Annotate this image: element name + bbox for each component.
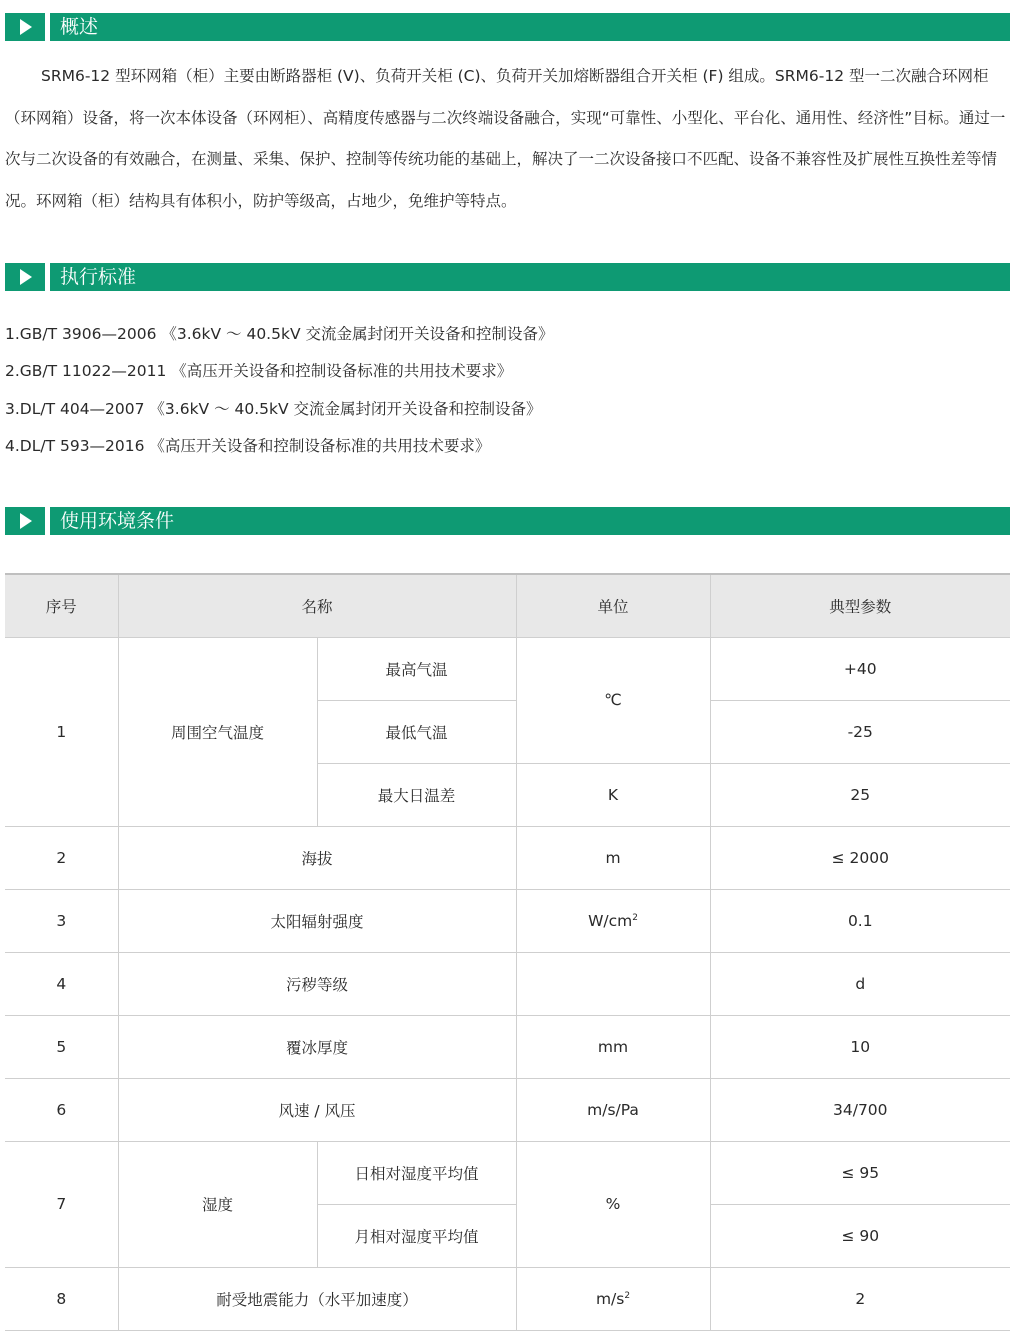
row-unit: K [516,763,710,826]
row-name: 湿度 [118,1141,317,1267]
unit-superscript: 2 [632,912,638,923]
table-row [5,826,1010,889]
row-unit [516,889,710,952]
row-no: 3 [5,889,118,952]
row-value: ≤ 2000 [710,826,1010,889]
standard-item: 1.GB/T 3906—2006 《3.6kV ～ 40.5kV 交流金属封闭开关设备和控制设备》 [5,325,554,343]
row-unit: ℃ [516,637,710,763]
row-no: 8 [5,1267,118,1330]
row-unit: m/s/Pa [516,1078,710,1141]
row-unit [516,1267,710,1330]
row-subname: 月相对湿度平均值 [317,1204,516,1267]
play-triangle-icon [5,263,45,291]
row-subname: 最大日温差 [317,763,516,826]
row-value: 0.1 [710,889,1010,952]
section-header-environment [5,507,1010,535]
row-name: 周围空气温度 [118,637,317,826]
table-row [5,1015,1010,1078]
unit-superscript: 2 [624,1290,631,1301]
row-name: 耐受地震能力（水平加速度） [118,1267,516,1330]
row-name: 风速 / 风压 [118,1078,516,1141]
table-row [5,1267,1010,1330]
row-unit: % [516,1141,710,1267]
section-title: 概述 [50,13,1010,41]
row-no: 2 [5,826,118,889]
row-unit [516,952,710,1015]
row-value: +40 [710,637,1010,700]
row-no: 4 [5,952,118,1015]
section-title: 使用环境条件 [50,507,1010,535]
row-subname: 最高气温 [317,637,516,700]
unit-text: W/cm [588,911,633,930]
table-row [5,889,1010,952]
row-subname: 日相对湿度平均值 [317,1141,516,1204]
section-header-standards [5,263,1010,291]
header-name: 名称 [118,574,516,637]
row-unit: m [516,826,710,889]
row-name: 海拔 [118,826,516,889]
row-name: 污秽等级 [118,952,516,1015]
row-name: 覆冰厚度 [118,1015,516,1078]
row-value: ≤ 90 [710,1204,1010,1267]
row-value: 34/700 [710,1078,1010,1141]
row-value: 25 [710,763,1010,826]
row-name: 太阳辐射强度 [118,889,516,952]
header-param: 典型参数 [710,574,1010,637]
table-row [5,637,1010,700]
row-no: 1 [5,637,118,826]
header-no: 序号 [5,574,118,637]
unit-text: m/s [595,1289,625,1308]
standard-item: 2.GB/T 11022—2011 《高压开关设备和控制设备标准的共用技术要求》 [5,362,513,380]
row-no: 5 [5,1015,118,1078]
play-triangle-icon [5,507,45,535]
table-header-row [5,574,1010,637]
play-triangle-icon [5,13,45,41]
overview-paragraph: SRM6-12 型环网箱（柜）主要由断路器柜 (V)、负荷开关柜 (C)、负荷开关加熔断器组合开关柜 (F) 组成。SRM6-12 型一二次融合环网柜（环网箱）设备，将一次本体设备（环网柜）、高精度传感器与二次终端设备融合，实现“可靠性、小型化、平台化、通用性、经济性”目标。通过一次与二次设备的有效融合，在测量、采集、保护、控制等传统功能的基础上，解决了一二次设备接口不匹配、设备不兼容性及扩展性互换性差等情况。环网箱（柜）结构具有体积小，防护等级高，占地少，免维护等特点。 [5,67,1006,210]
row-value: -25 [710,700,1010,763]
environment-table [5,573,1010,1331]
table-row [5,1141,1010,1204]
row-unit: mm [516,1015,710,1078]
section-header-overview [5,13,1010,41]
table-row [5,1078,1010,1141]
row-value: d [710,952,1010,1015]
table-row [5,952,1010,1015]
section-title: 执行标准 [50,263,1010,291]
row-value: 10 [710,1015,1010,1078]
standard-item: 3.DL/T 404—2007 《3.6kV ～ 40.5kV 交流金属封闭开关设备和控制设备》 [5,400,542,418]
header-unit: 单位 [516,574,710,637]
standard-item: 4.DL/T 593—2016 《高压开关设备和控制设备标准的共用技术要求》 [5,437,491,455]
row-value: ≤ 95 [710,1141,1010,1204]
row-value: 2 [710,1267,1010,1330]
row-no: 6 [5,1078,118,1141]
row-no: 7 [5,1141,118,1267]
row-subname: 最低气温 [317,700,516,763]
